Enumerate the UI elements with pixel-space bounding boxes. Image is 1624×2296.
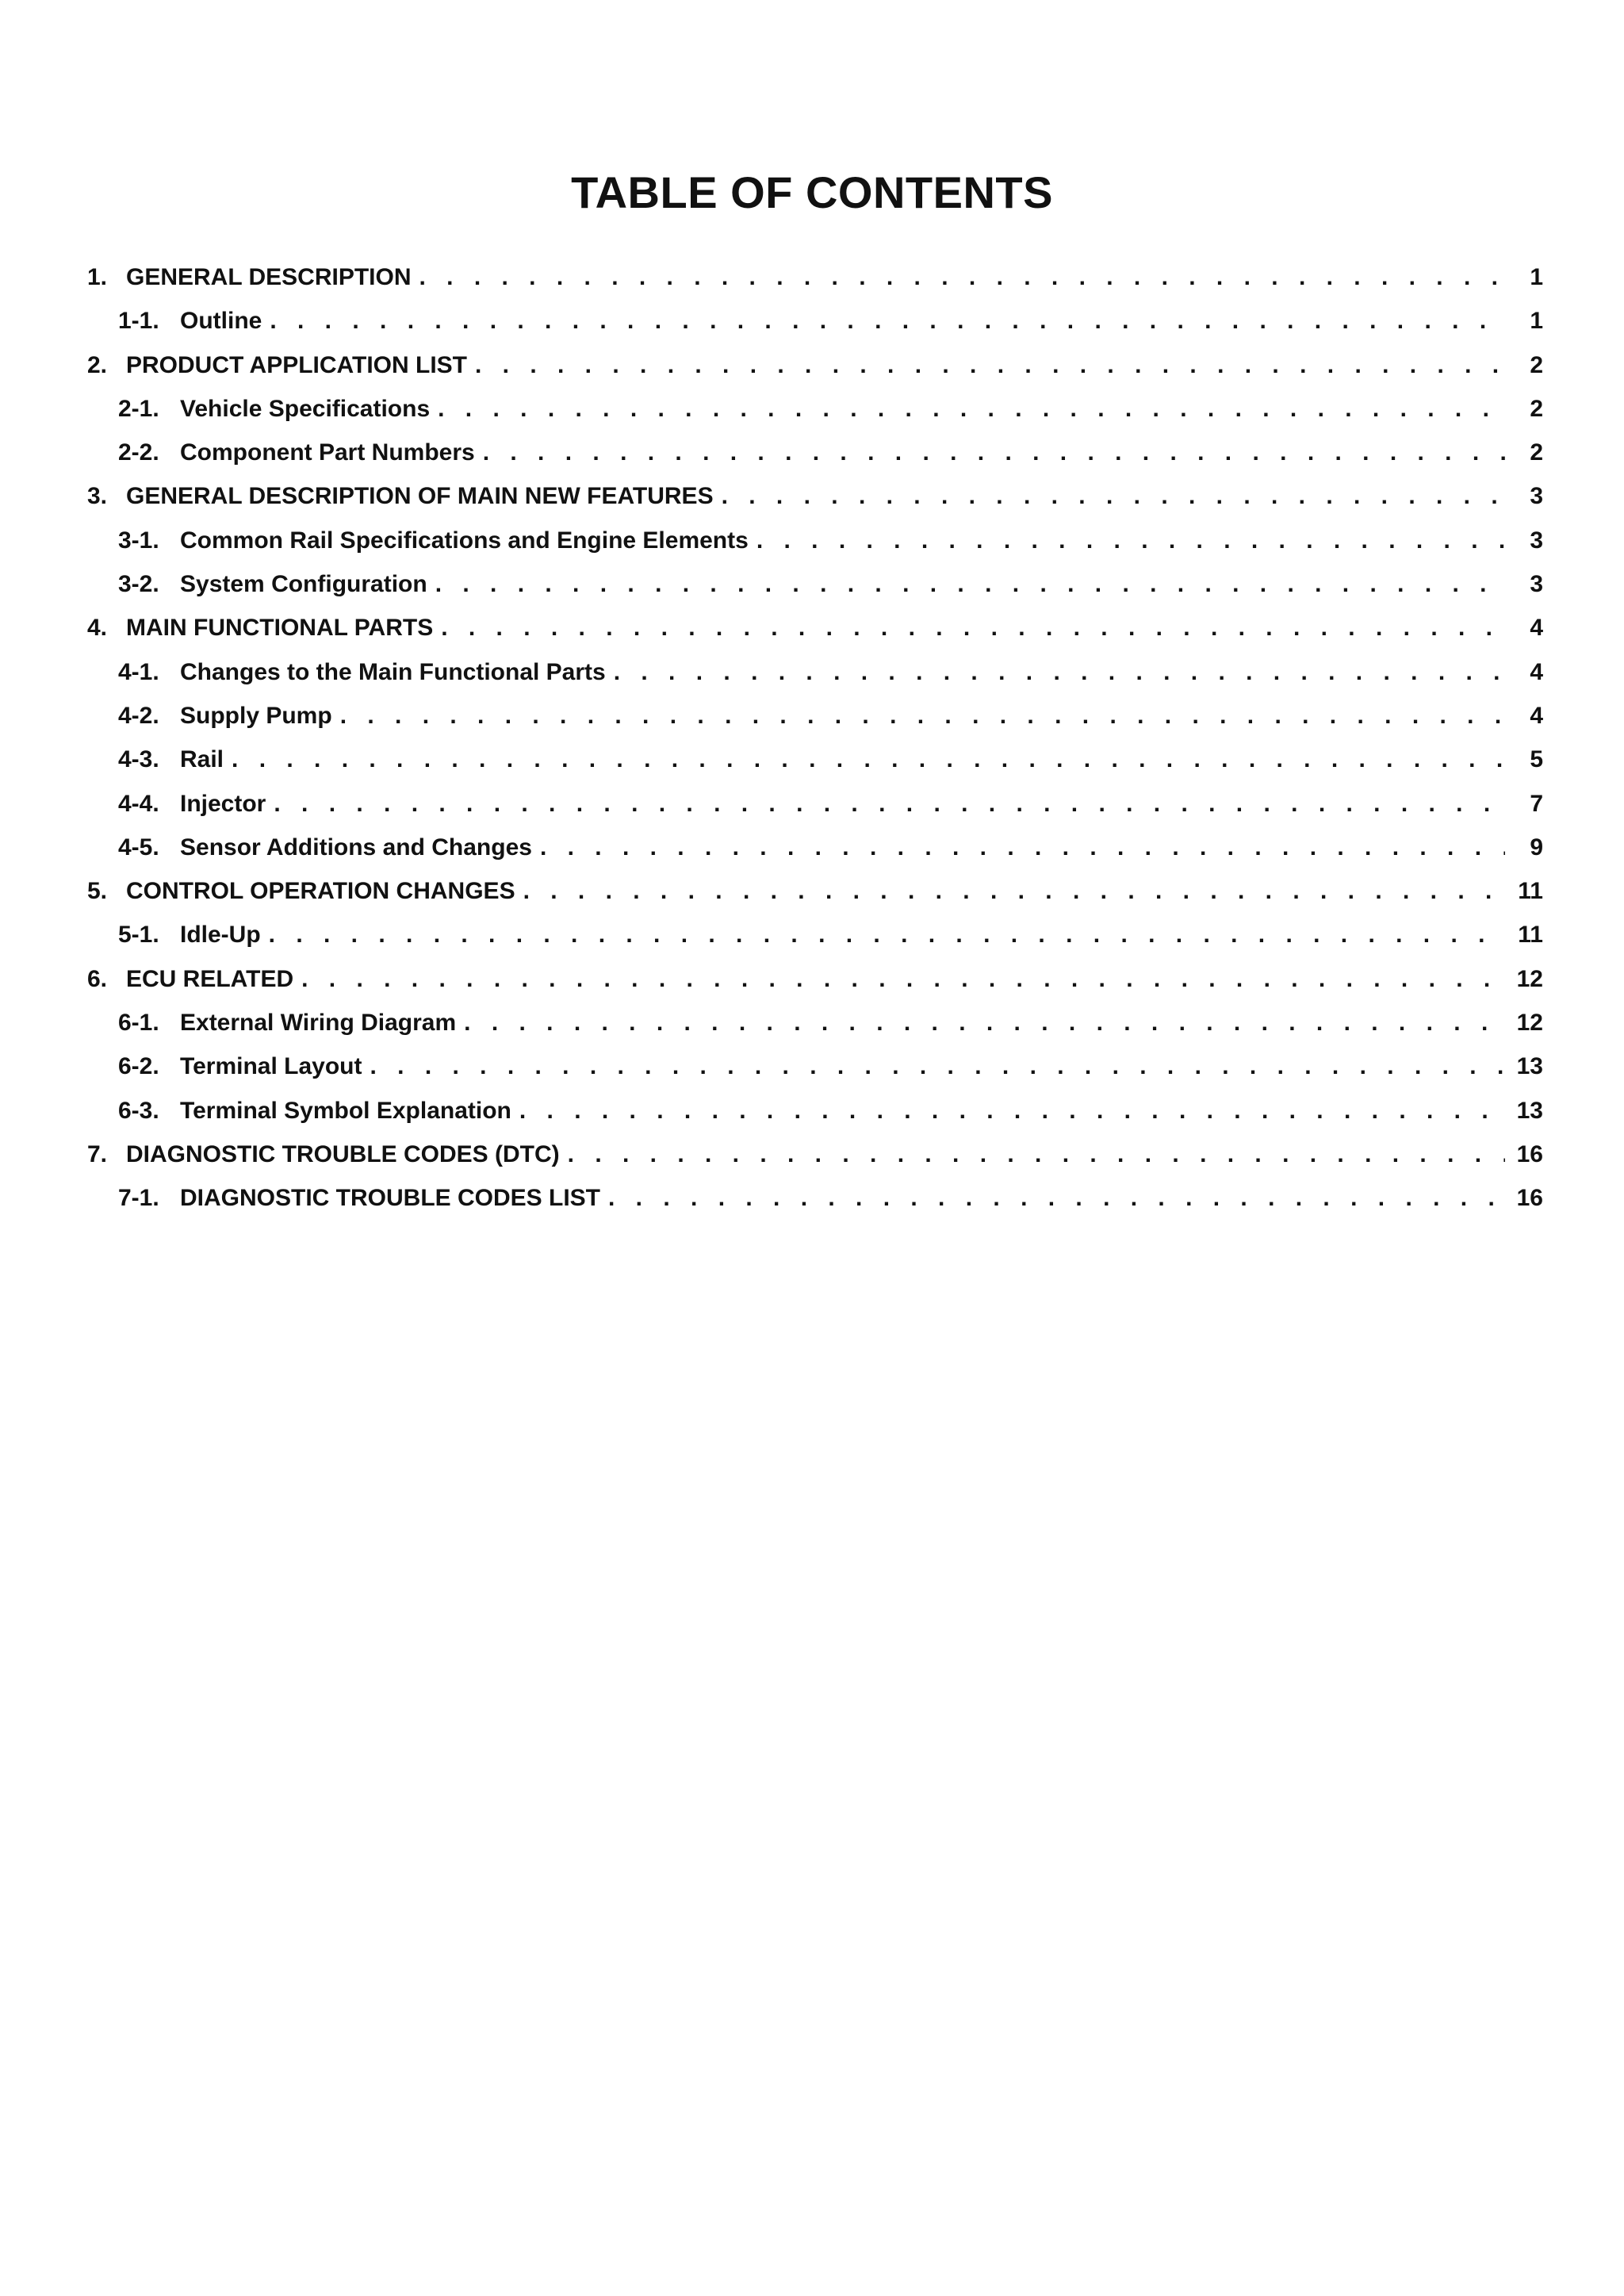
dot-leader [475, 352, 1505, 379]
toc-entry[interactable] [87, 1010, 1543, 1053]
toc-entry-number: 3. [87, 483, 108, 510]
toc-entry-page: 2 [1530, 395, 1543, 422]
toc-entry-label: MAIN FUNCTIONAL PARTS [126, 615, 434, 642]
toc-entry-page: 7 [1530, 790, 1543, 817]
dot-leader [370, 1053, 1505, 1080]
toc-entry-page: 13 [1516, 1097, 1543, 1124]
toc-entry[interactable] [87, 527, 1543, 571]
dot-leader [274, 791, 1505, 818]
toc-entry-page: 3 [1530, 483, 1543, 510]
dot-leader [608, 1185, 1505, 1212]
toc-entry-label: Rail [180, 746, 224, 773]
toc-entry[interactable] [87, 396, 1543, 439]
toc-entry-page: 2 [1530, 439, 1543, 466]
toc-entry[interactable] [87, 1141, 1543, 1185]
toc-entry[interactable] [87, 791, 1543, 834]
toc-entry-label: Idle-Up [180, 922, 261, 949]
dot-leader [441, 615, 1505, 642]
dot-leader [464, 1010, 1505, 1037]
toc-entry-label: Component Part Numbers [180, 439, 475, 466]
toc-entry-page: 4 [1530, 615, 1543, 642]
toc-entry-number: 1. [87, 264, 108, 290]
toc-entry-label: GENERAL DESCRIPTION [126, 264, 412, 290]
toc-entry[interactable] [87, 483, 1543, 527]
toc-entry[interactable] [87, 571, 1543, 615]
toc-entry-label: Vehicle Specifications [180, 395, 431, 422]
table-of-contents [87, 264, 1543, 1229]
toc-entry-number: 1-1. [118, 308, 159, 335]
toc-entry-page: 1 [1530, 264, 1543, 290]
toc-entry-number: 7-1. [118, 1185, 159, 1212]
toc-entry[interactable] [87, 352, 1543, 396]
toc-entry-page: 12 [1516, 1010, 1543, 1037]
toc-entry[interactable] [87, 264, 1543, 308]
toc-entry[interactable] [87, 439, 1543, 483]
dot-leader [483, 439, 1505, 466]
toc-entry-number: 3-1. [118, 527, 159, 554]
toc-entry[interactable] [87, 878, 1543, 922]
dot-leader [722, 483, 1505, 510]
toc-entry-number: 4-5. [118, 834, 159, 861]
toc-entry-label: ECU RELATED [126, 965, 294, 992]
toc-entry[interactable] [87, 1185, 1543, 1228]
toc-entry-number: 7. [87, 1140, 108, 1167]
toc-entry-page: 5 [1530, 746, 1543, 773]
toc-entry-number: 4-3. [118, 746, 159, 773]
dot-leader [435, 571, 1505, 598]
toc-entry-number: 5. [87, 878, 108, 905]
toc-entry[interactable] [87, 922, 1543, 965]
toc-entry-label: Changes to the Main Functional Parts [180, 658, 606, 685]
toc-entry-number: 3-2. [118, 571, 159, 598]
toc-entry-number: 6-3. [118, 1097, 159, 1124]
toc-entry-page: 4 [1530, 702, 1543, 729]
dot-leader [523, 878, 1505, 905]
dot-leader [270, 308, 1505, 335]
toc-entry-label: Injector [180, 790, 266, 817]
toc-entry[interactable] [87, 659, 1543, 703]
dot-leader [232, 746, 1505, 773]
toc-entry[interactable] [87, 703, 1543, 746]
toc-entry-label: Terminal Layout [180, 1053, 362, 1080]
toc-entry-label: CONTROL OPERATION CHANGES [126, 878, 515, 905]
toc-entry-page: 2 [1530, 351, 1543, 378]
toc-entry-page: 1 [1530, 308, 1543, 335]
toc-entry-label: Outline [180, 308, 262, 335]
toc-entry-page: 12 [1516, 965, 1543, 992]
toc-entry[interactable] [87, 966, 1543, 1010]
toc-entry-page: 4 [1530, 658, 1543, 685]
toc-entry-page: 11 [1518, 878, 1543, 905]
toc-entry-label: Supply Pump [180, 702, 332, 729]
toc-entry-number: 2-1. [118, 395, 159, 422]
toc-entry-page: 3 [1530, 571, 1543, 598]
dot-leader [340, 703, 1505, 730]
toc-entry[interactable] [87, 746, 1543, 790]
toc-entry-label: Terminal Symbol Explanation [180, 1097, 511, 1124]
toc-entry-number: 4-4. [118, 790, 159, 817]
toc-entry-page: 9 [1530, 834, 1543, 861]
toc-entry-number: 5-1. [118, 922, 159, 949]
toc-entry-page: 16 [1516, 1140, 1543, 1167]
toc-entry-page: 16 [1516, 1185, 1543, 1212]
toc-entry-number: 2-2. [118, 439, 159, 466]
toc-entry-label: GENERAL DESCRIPTION OF MAIN NEW FEATURES [126, 483, 714, 510]
toc-entry-number: 4. [87, 615, 108, 642]
toc-entry-page: 3 [1530, 527, 1543, 554]
dot-leader [568, 1141, 1505, 1168]
toc-entry[interactable] [87, 1053, 1543, 1097]
toc-entry-label: System Configuration [180, 571, 427, 598]
toc-entry-label: External Wiring Diagram [180, 1010, 457, 1037]
toc-entry[interactable] [87, 834, 1543, 878]
page-title: TABLE OF CONTENTS [571, 167, 1053, 217]
toc-entry-number: 4-1. [118, 658, 159, 685]
toc-entry-number: 6-1. [118, 1010, 159, 1037]
toc-entry[interactable] [87, 308, 1543, 351]
dot-leader [519, 1098, 1505, 1125]
toc-entry-label: Sensor Additions and Changes [180, 834, 532, 861]
toc-entry-number: 6-2. [118, 1053, 159, 1080]
dot-leader [540, 834, 1505, 861]
dot-leader [419, 264, 1506, 291]
dot-leader [438, 396, 1505, 423]
toc-entry-number: 6. [87, 965, 108, 992]
toc-entry-label: Common Rail Specifications and Engine Elements [180, 527, 749, 554]
toc-entry-number: 4-2. [118, 702, 159, 729]
dot-leader [614, 659, 1505, 686]
dot-leader [756, 527, 1505, 554]
toc-entry-number: 2. [87, 351, 108, 378]
toc-entry-label: DIAGNOSTIC TROUBLE CODES (DTC) [126, 1140, 560, 1167]
toc-entry[interactable] [87, 1098, 1543, 1141]
toc-entry-label: PRODUCT APPLICATION LIST [126, 351, 467, 378]
dot-leader [269, 922, 1505, 949]
dot-leader [301, 966, 1505, 993]
toc-entry-label: DIAGNOSTIC TROUBLE CODES LIST [180, 1185, 601, 1212]
toc-entry-page: 11 [1518, 922, 1543, 949]
toc-entry[interactable] [87, 615, 1543, 658]
toc-entry-page: 13 [1516, 1053, 1543, 1080]
